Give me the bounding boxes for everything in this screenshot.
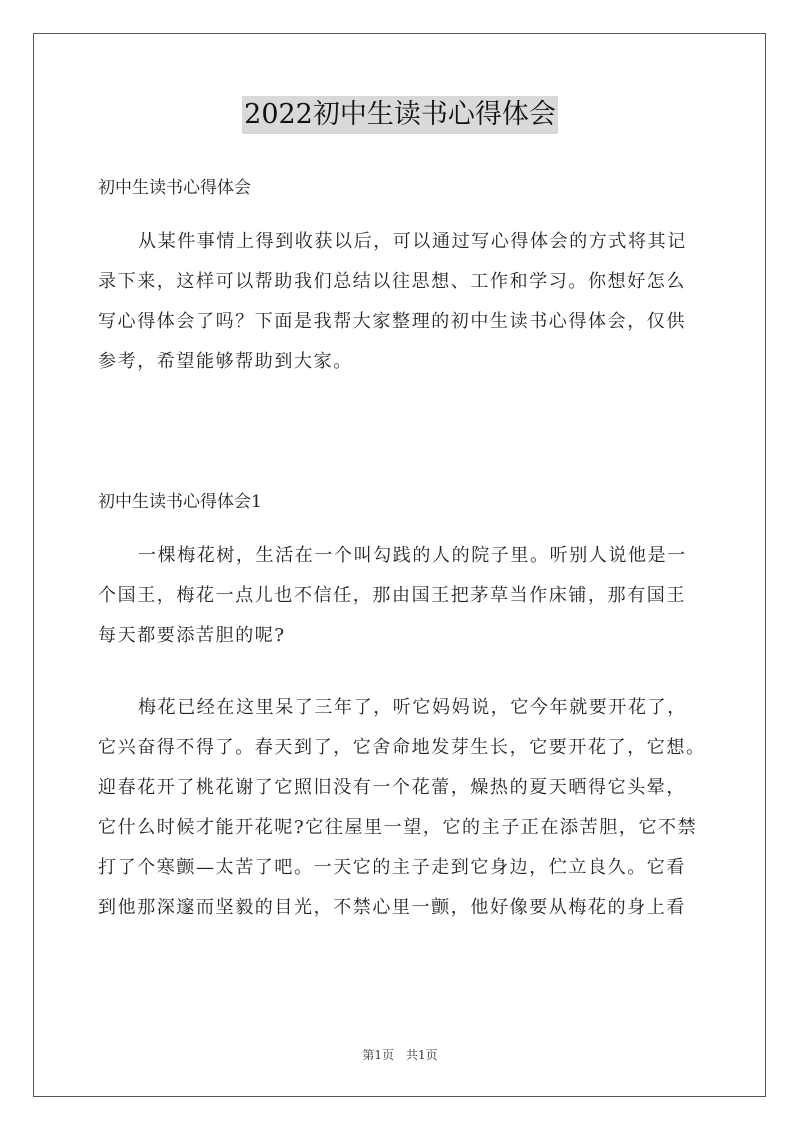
paragraph-line: 它兴奋得不得了。春天到了，它舍命地发芽生长，它要开花了，它想。: [98, 737, 706, 758]
paragraph-1: [98, 536, 708, 656]
section-heading-intro: 初中生读书心得体会: [98, 178, 251, 198]
paragraph-line: 从某件事情上得到收获以后，可以通过写心得体会的方式将其记: [138, 231, 687, 252]
paragraph-line: 迎春花开了桃花谢了它照旧没有一个花蕾，燥热的夏天晒得它头晕，: [98, 777, 686, 798]
paragraph-line: 打了个寒颤—太苦了吧。一天它的主子走到它身边，伫立良久。它看: [98, 857, 686, 878]
paragraph-line: 它什么时候才能开花呢?它往屋里一望，它的主子正在添苦胆，它不禁: [98, 817, 698, 838]
document-title-wrapper: [0, 96, 800, 134]
paragraph-line: 参考，希望能够帮助到大家。: [98, 351, 353, 372]
paragraph-line: 一棵梅花树，生活在一个叫勾践的人的院子里。听别人说他是一: [138, 545, 687, 566]
page-footer: 第1页 共1页: [362, 1048, 438, 1062]
paragraph-line: 每天都要添苦胆的呢?: [98, 625, 286, 646]
paragraph-line: 到他那深邃而坚毅的目光，不禁心里一颤，他好像要从梅花的身上看: [98, 897, 686, 918]
paragraph-line: 录下来，这样可以帮助我们总结以往思想、工作和学习。你想好怎么: [98, 271, 686, 292]
intro-paragraph: [98, 222, 708, 382]
paragraph-line: 个国王，梅花一点儿也不信任，那由国王把茅草当作床铺，那有国王: [98, 585, 686, 606]
document-title: 2022初中生读书心得体会: [242, 96, 558, 134]
paragraph-line: 写心得体会了吗？下面是我帮大家整理的初中生读书心得体会，仅供: [98, 311, 686, 332]
paragraph-line: 梅花已经在这里呆了三年了，听它妈妈说，它今年就要开花了，: [138, 697, 687, 718]
section-heading-1: 初中生读书心得体会1: [98, 492, 262, 512]
paragraph-2: [98, 688, 708, 928]
